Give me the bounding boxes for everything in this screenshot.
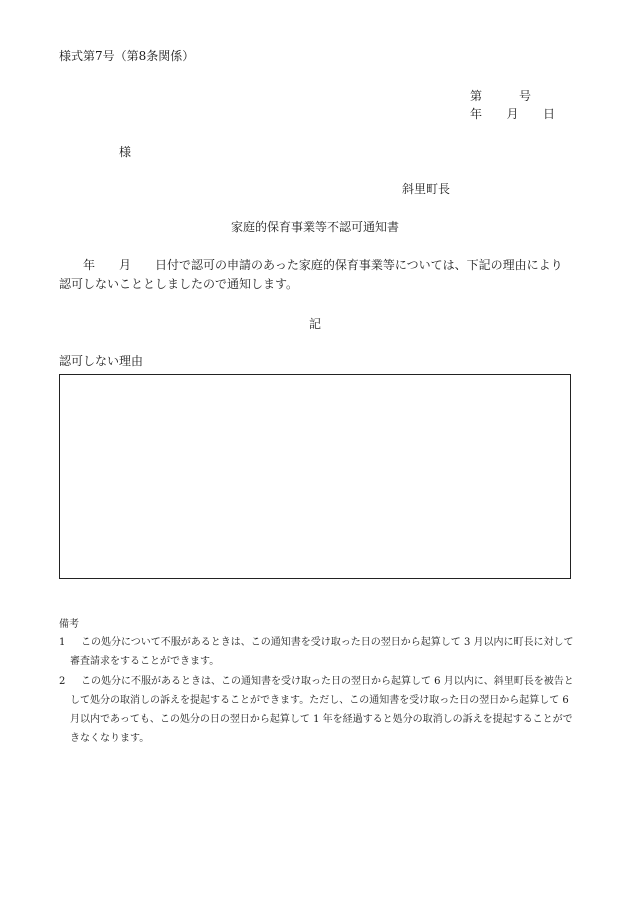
reason-label: 認可しない理由 <box>59 354 144 368</box>
body-line-1-text: 日付で認可の申請のあった家庭的保育事業等については、下記の理由により <box>155 258 563 272</box>
note-line: 審査請求をすることができます。 <box>70 656 220 667</box>
note-line: きなくなります。 <box>70 733 150 744</box>
date-day: 日 <box>542 107 555 121</box>
date-year: 年 <box>470 107 483 121</box>
doc-number-suffix: 号 <box>518 89 531 103</box>
form-number: 様式第7号（第8条関係） <box>59 49 195 63</box>
note-line: して処分の取消しの訴えを提起することができます。ただし、この通知書を受け取った日の翌日から起算して 6 <box>70 695 569 706</box>
doc-number-prefix: 第 <box>470 89 483 103</box>
date-row <box>470 107 555 121</box>
note-number: 2 <box>59 676 66 687</box>
body-year: 年 <box>83 258 96 272</box>
note-number: 1 <box>59 637 66 648</box>
date-month: 月 <box>506 107 519 121</box>
body-line-2: 認可しないこととしましたので通知します。 <box>59 277 299 291</box>
document-number-row <box>470 89 555 103</box>
note-line: この処分について不服があるときは、この通知書を受け取った日の翌日から起算して 3 月以内に町長に対して <box>81 637 574 648</box>
note-line: この処分に不服があるときは、この通知書を受け取った日の翌日から起算して 6 月以内に、斜里町長を被告と <box>81 676 574 687</box>
reason-box[interactable] <box>59 374 571 579</box>
addressee-honorific: 様 <box>119 145 132 159</box>
body-line-1 <box>59 258 571 272</box>
note-line: 月以内であっても、この処分の日の翌日から起算して 1 年を経過すると処分の取消しの訴えを提起することがで <box>70 714 573 725</box>
issuer-name: 斜里町長 <box>402 182 451 196</box>
ki-marker: 記 <box>308 317 321 331</box>
notes-heading: 備考 <box>59 619 79 630</box>
body-month: 月 <box>119 258 132 272</box>
document-title: 家庭的保育事業等不認可通知書 <box>230 220 399 234</box>
